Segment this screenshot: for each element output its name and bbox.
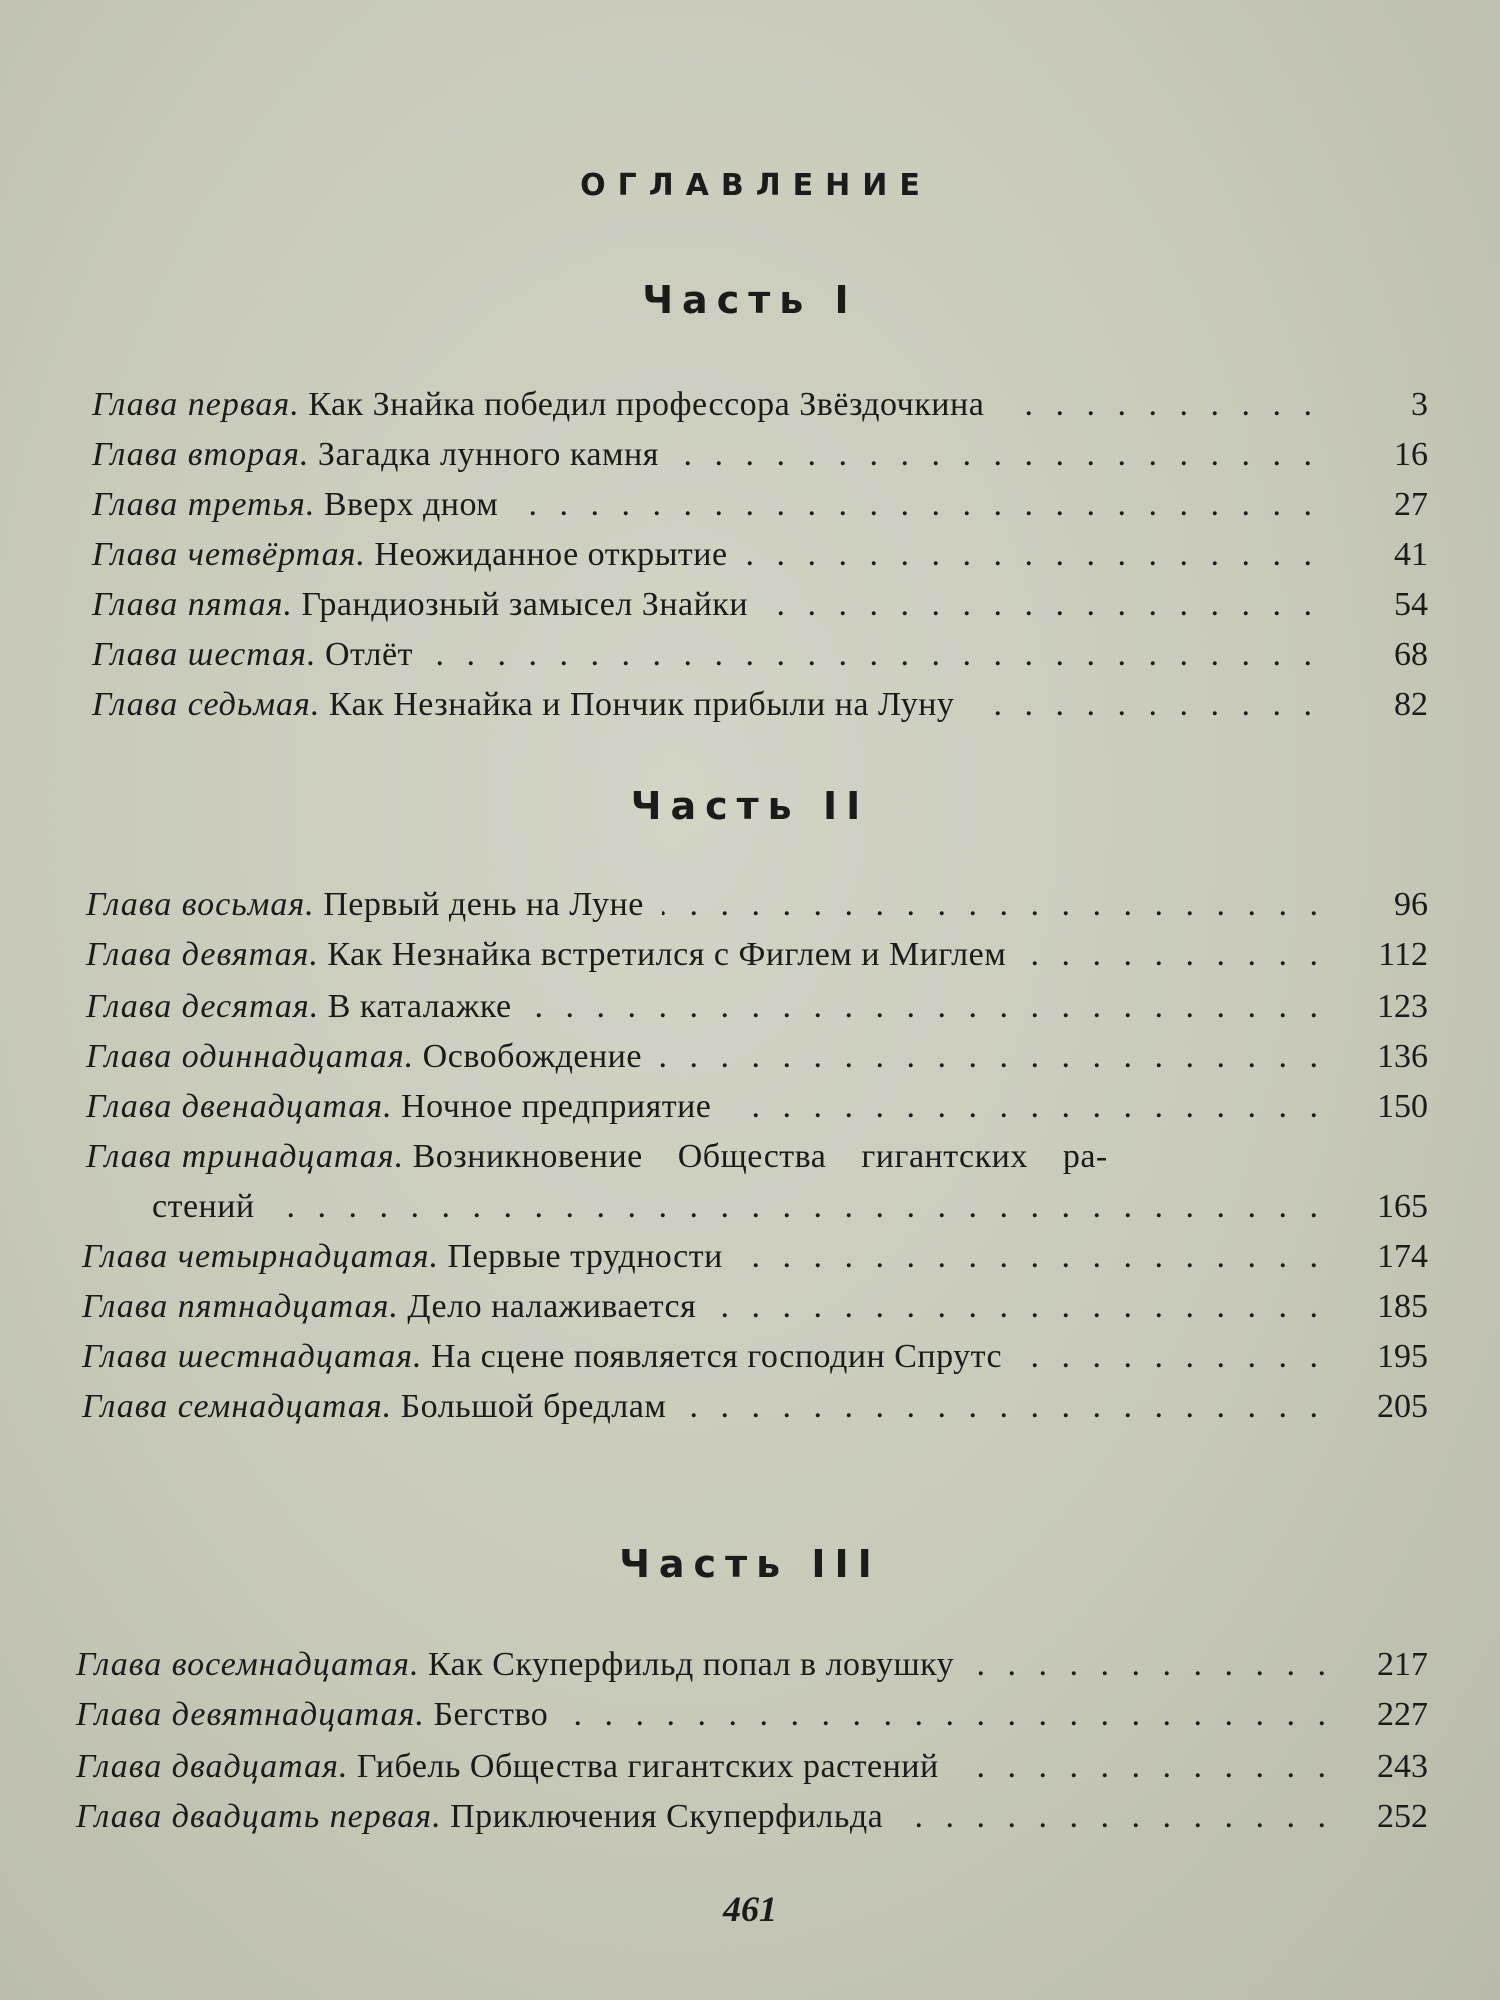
page-number: 252 xyxy=(1377,1798,1428,1835)
chapter-title-continuation: стений xyxy=(152,1188,255,1225)
dot-leader xyxy=(431,632,1312,678)
page-number: 227 xyxy=(1377,1696,1428,1733)
chapter-title: На сцене появляется господин Спрутс xyxy=(431,1338,1003,1375)
dot-leader xyxy=(766,582,1312,628)
toc-entry-label xyxy=(82,1384,666,1430)
page-number: 27 xyxy=(1394,486,1428,523)
chapter-title: Как Незнайка встретился с Фиглем и Миглем xyxy=(327,936,1007,973)
chapter-title: Дело налаживается xyxy=(407,1288,697,1325)
chapter-title: Вверх дном xyxy=(323,486,499,523)
dot-leader xyxy=(741,1234,1318,1280)
toc-row xyxy=(0,1134,1500,1180)
chapter-number: Глава вторая. xyxy=(92,436,310,473)
dot-leader xyxy=(530,984,1318,1030)
page-number: 174 xyxy=(1377,1238,1428,1275)
chapter-title: Возникновение Общества гигантских ра- xyxy=(412,1138,1108,1175)
page-number: 123 xyxy=(1377,988,1428,1025)
chapter-number: Глава восемнадцатая. xyxy=(76,1646,420,1683)
dot-leader xyxy=(714,1284,1318,1330)
toc-entry-label xyxy=(92,582,748,628)
chapter-title: В каталажке xyxy=(327,988,512,1025)
dot-leader xyxy=(729,1084,1318,1130)
toc-row xyxy=(0,1794,1500,1840)
toc-row xyxy=(0,932,1500,978)
chapter-title: Как Незнайка и Пончик прибыли на Луну xyxy=(328,686,955,723)
toc-entry-label xyxy=(92,482,498,528)
part-title-1: Часть I xyxy=(642,278,858,322)
chapter-title: Большой бредлам xyxy=(400,1388,667,1425)
toc-row xyxy=(0,532,1500,578)
toc-row xyxy=(0,432,1500,478)
chapter-number: Глава пятнадцатая. xyxy=(82,1288,399,1325)
toc-row xyxy=(0,984,1500,1030)
chapter-number: Глава двадцать первая. xyxy=(76,1798,442,1835)
dot-leader xyxy=(1002,382,1312,428)
chapter-title: Грандиозный замысел Знайки xyxy=(301,586,749,623)
page-number: 217 xyxy=(1377,1646,1428,1683)
toc-entry-label xyxy=(92,532,728,578)
toc-row xyxy=(0,1744,1500,1790)
dot-leader xyxy=(901,1794,1326,1840)
chapter-number: Глава третья. xyxy=(92,486,316,523)
page-number: 165 xyxy=(1377,1188,1428,1225)
chapter-title: Первые трудности xyxy=(447,1238,723,1275)
toc-entry-label xyxy=(82,1234,723,1280)
chapter-title: Приключения Скуперфильда xyxy=(450,1798,884,1835)
toc-row xyxy=(0,1692,1500,1738)
chapter-number: Глава четырнадцатая. xyxy=(82,1238,439,1275)
chapter-number: Глава четвёртая. xyxy=(92,536,366,573)
toc-row-continuation xyxy=(0,1184,1500,1230)
toc-entry-label xyxy=(76,1642,954,1688)
dot-leader xyxy=(660,1034,1318,1080)
toc-entry-label xyxy=(82,1284,696,1330)
page-number: 96 xyxy=(1394,886,1428,923)
chapter-number: Глава десятая. xyxy=(86,988,320,1025)
toc-row xyxy=(0,882,1500,928)
chapter-title: Бегство xyxy=(433,1696,549,1733)
chapter-number: Глава девятая. xyxy=(86,936,319,973)
dot-leader xyxy=(516,482,1312,528)
dot-leader xyxy=(1024,932,1318,978)
chapter-number: Глава двенадцатая. xyxy=(86,1088,393,1125)
toc-entry-label xyxy=(86,1134,1108,1180)
chapter-title: Первый день на Луне xyxy=(323,886,644,923)
toc-row xyxy=(0,1334,1500,1380)
toc-entry-label xyxy=(86,1084,711,1130)
chapter-number: Глава пятая. xyxy=(92,586,293,623)
toc-entry-label xyxy=(92,682,954,728)
toc-heading: ОГЛАВЛЕНИЕ xyxy=(580,168,932,203)
toc-entry-label xyxy=(76,1692,548,1738)
page-number: 3 xyxy=(1411,386,1428,423)
toc-row xyxy=(0,1034,1500,1080)
toc-row xyxy=(0,1234,1500,1280)
chapter-number: Глава седьмая. xyxy=(92,686,321,723)
chapter-number: Глава семнадцатая. xyxy=(82,1388,393,1425)
chapter-number: Глава восьмая. xyxy=(86,886,315,923)
chapter-number: Глава тринадцатая. xyxy=(86,1138,405,1175)
toc-entry-label xyxy=(76,1794,883,1840)
toc-row xyxy=(0,1084,1500,1130)
toc-entry-label xyxy=(92,432,659,478)
page-number: 185 xyxy=(1377,1288,1428,1325)
page-number: 195 xyxy=(1377,1338,1428,1375)
toc-row xyxy=(0,582,1500,628)
dot-leader xyxy=(957,1744,1326,1790)
toc-row xyxy=(0,382,1500,428)
toc-row xyxy=(0,682,1500,728)
dot-leader xyxy=(1020,1334,1318,1380)
toc-entry-label xyxy=(86,932,1006,978)
page-number: 16 xyxy=(1394,436,1428,473)
toc-entry-label xyxy=(92,382,984,428)
dot-leader xyxy=(684,1384,1318,1430)
dot-leader xyxy=(972,682,1312,728)
toc-row xyxy=(0,1384,1500,1430)
chapter-title: Ночное предприятие xyxy=(401,1088,712,1125)
toc-entry-label xyxy=(86,882,644,928)
toc-row xyxy=(0,482,1500,528)
dot-leader xyxy=(662,882,1318,928)
chapter-title: Отлёт xyxy=(324,636,413,673)
page-number: 112 xyxy=(1378,936,1428,973)
toc-entry-label xyxy=(86,984,512,1030)
dot-leader xyxy=(972,1642,1326,1688)
toc-entry-label xyxy=(76,1744,939,1790)
chapter-title: Гибель Общества гигантских растений xyxy=(356,1748,939,1785)
chapter-number: Глава первая. xyxy=(92,386,300,423)
part-title-2: Часть II xyxy=(630,784,870,828)
page-number: 54 xyxy=(1394,586,1428,623)
page-number: 150 xyxy=(1377,1088,1428,1125)
page-number: 243 xyxy=(1377,1748,1428,1785)
toc-entry-label xyxy=(82,1334,1002,1380)
chapter-number: Глава шестнадцатая. xyxy=(82,1338,423,1375)
part-title-3: Часть III xyxy=(619,1542,881,1586)
chapter-title: Освобождение xyxy=(422,1038,642,1075)
toc-entry-label xyxy=(92,632,413,678)
toc-entry-label xyxy=(86,1034,642,1080)
chapter-title: Неожиданное открытие xyxy=(374,536,728,573)
chapter-title: Загадка лунного камня xyxy=(317,436,659,473)
chapter-number: Глава двадцатая. xyxy=(76,1748,349,1785)
dot-leader xyxy=(677,432,1312,478)
chapter-number: Глава одиннадцатая. xyxy=(86,1038,415,1075)
chapter-title: Как Знайка победил профессора Звёздочкина xyxy=(308,386,985,423)
page-number: 82 xyxy=(1394,686,1428,723)
chapter-number: Глава шестая. xyxy=(92,636,317,673)
page-folio: 461 xyxy=(723,1889,777,1929)
page-number: 68 xyxy=(1394,636,1428,673)
toc-row xyxy=(0,1284,1500,1330)
toc-row xyxy=(0,632,1500,678)
page-number: 205 xyxy=(1377,1388,1428,1425)
page-number: 136 xyxy=(1377,1038,1428,1075)
dot-leader xyxy=(746,532,1312,578)
toc-row xyxy=(0,1642,1500,1688)
dot-leader xyxy=(273,1184,1318,1230)
dot-leader xyxy=(566,1692,1326,1738)
chapter-title: Как Скуперфильд попал в ловушку xyxy=(427,1646,955,1683)
chapter-number: Глава девятнадцатая. xyxy=(76,1696,425,1733)
page-number: 41 xyxy=(1394,536,1428,573)
